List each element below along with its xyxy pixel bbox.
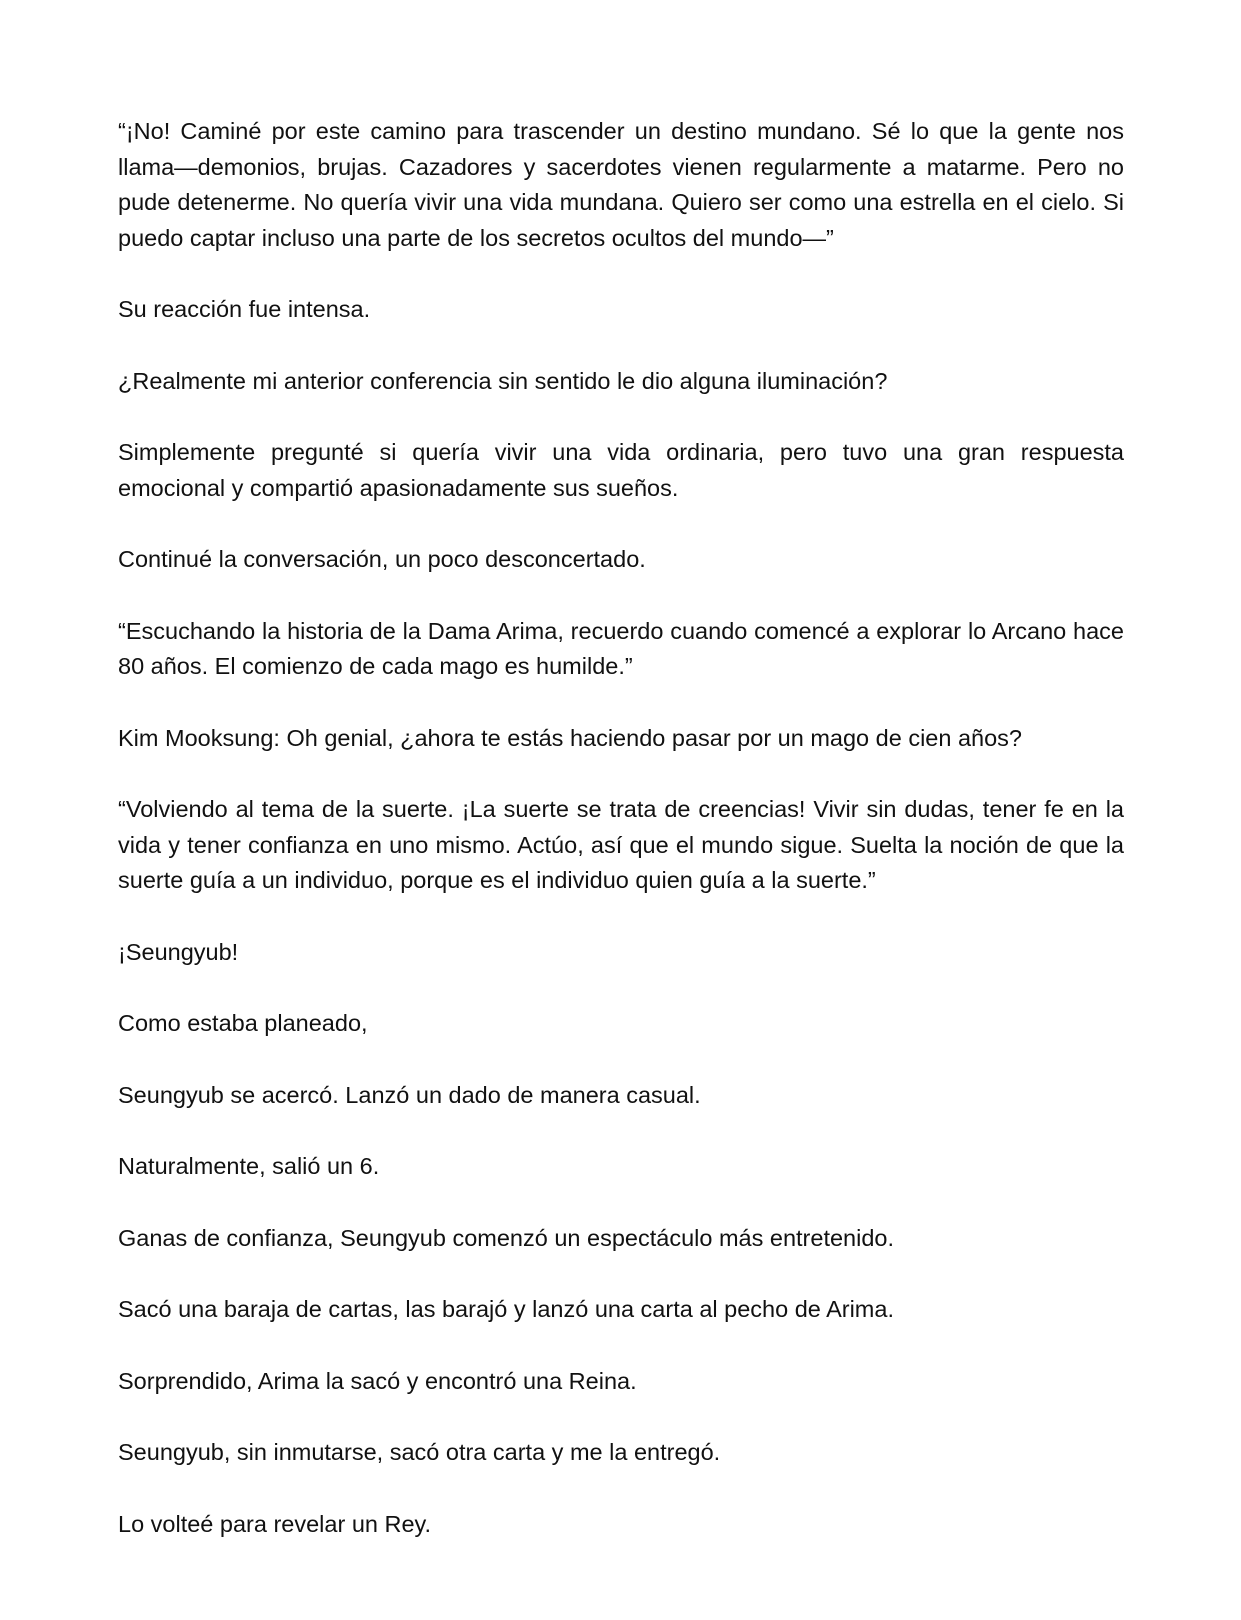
paragraph: Simplemente pregunté si quería vivir una vida ordinaria, pero tuvo una gran respuesta emocional y compartió apasionadamente sus sueños. [118,439,1124,501]
paragraph: Lo volteé para revelar un Rey. [118,1510,432,1537]
paragraph: Continué la conversación, un poco desconcertado. [118,546,646,572]
paragraph: Su reacción fue intensa. [118,296,371,322]
paragraph: “Volviendo al tema de la suerte. ¡La suerte se trata de creencias! Vivir sin dudas, tener fe en la vida y tener confianza en uno mismo. Actúo, así que el mundo sigue. Suelta la noción de que la suerte guía a un individuo, porque es el individuo quien guía a la suerte.” [118,796,1124,893]
paragraph: “¡No! Caminé por este camino para trascender un destino mundano. Sé lo que la gente nos llama—demonios, brujas. Cazadores y sacerdotes vienen regularmente a matarme. Pero no pude detenerme. No quería vivir una vida mundana. Quiero ser como una estrella en el cielo. Si puedo captar incluso una parte de los secretos ocultos del mundo—” [118,118,1124,251]
paragraph: ¿Realmente mi anterior conferencia sin sentido le dio alguna iluminación? [118,367,888,394]
paragraph: Ganas de confianza, Seungyub comenzó un espectáculo más entretenido. [118,1224,895,1251]
paragraph: Como estaba planeado, [118,1010,368,1036]
paragraph: Seungyub se acercó. Lanzó un dado de manera casual. [118,1081,701,1108]
paragraph: Sacó una baraja de cartas, las barajó y lanzó una carta al pecho de Arima. [118,1296,894,1322]
paragraph: “Escuchando la historia de la Dama Arima, recuerdo cuando comencé a explorar lo Arcano hace 80 años. El comienzo de cada mago es humilde.” [118,617,1124,679]
paragraph: Naturalmente, salió un 6. [118,1153,380,1179]
paragraph: ¡Seungyub! [118,938,239,965]
paragraph: Seungyub, sin inmutarse, sacó otra carta y me la entregó. [118,1439,721,1465]
paragraph: Kim Mooksung: Oh genial, ¿ahora te estás haciendo pasar por un mago de cien años? [118,724,1022,751]
document-body [118,114,1124,1542]
paragraph: Sorprendido, Arima la sacó y encontró una Reina. [118,1367,637,1394]
